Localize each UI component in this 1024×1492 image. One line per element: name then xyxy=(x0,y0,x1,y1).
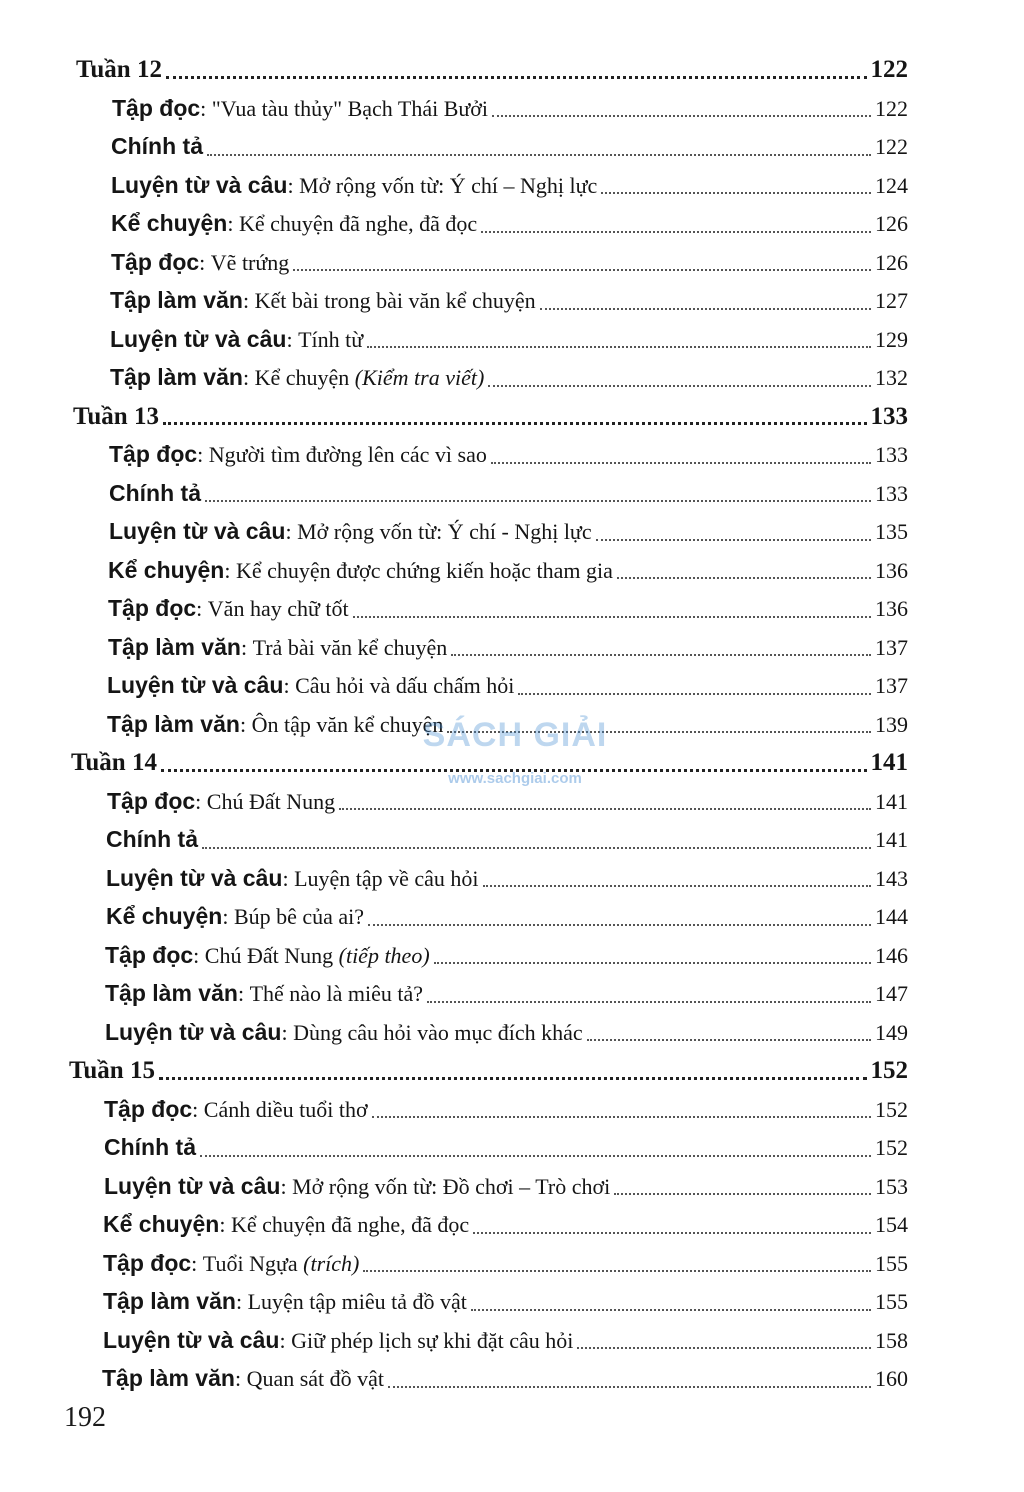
entry-page-number: 153 xyxy=(875,1173,908,1199)
watermark-logo: SÁCH GIẢI xyxy=(422,716,608,754)
toc-entry xyxy=(76,85,908,124)
toc-entry xyxy=(73,470,908,509)
entry-category: Tập làm văn xyxy=(108,633,241,660)
dot-leader xyxy=(471,1309,871,1311)
week-page-number: 141 xyxy=(870,749,908,776)
toc-entry xyxy=(71,701,908,740)
dot-leader xyxy=(577,1347,871,1349)
entry-page-number: 141 xyxy=(875,827,908,852)
dot-leader xyxy=(427,1001,871,1003)
entry-title: Quan sát đồ vật xyxy=(246,1366,385,1391)
entry-page-number: 126 xyxy=(875,211,908,236)
toc-entry xyxy=(70,855,908,894)
entry-page-number: 158 xyxy=(875,1327,908,1353)
dot-leader xyxy=(207,154,871,156)
entry-separator: : xyxy=(193,942,205,968)
toc-entry xyxy=(68,1124,908,1163)
entry-title: Kết bài trong bài văn kể chuyện xyxy=(254,288,536,313)
toc-entry xyxy=(71,662,908,701)
entry-separator: : xyxy=(192,1096,204,1122)
toc-entry xyxy=(74,316,908,355)
entry-page-number: 147 xyxy=(875,981,908,1006)
table-of-contents xyxy=(66,46,908,1394)
entry-separator: : xyxy=(200,95,212,121)
entry-category: Luyện từ và câu xyxy=(110,325,287,352)
entry-separator: : xyxy=(242,365,255,390)
toc-entry xyxy=(73,508,908,547)
entry-category: Tập làm văn xyxy=(102,1365,235,1391)
entry-category: Tập đọc xyxy=(105,941,194,968)
entry-separator: : xyxy=(224,557,236,583)
toc-entry xyxy=(75,123,908,162)
entry-page-number: 143 xyxy=(875,865,908,891)
toc-entry xyxy=(69,970,908,1009)
entry-separator: : xyxy=(227,211,239,236)
dot-leader xyxy=(473,1232,871,1234)
entry-page-number: 144 xyxy=(875,904,908,929)
toc-entry xyxy=(67,1278,908,1317)
toc-entry xyxy=(73,431,908,470)
entry-page-number: 122 xyxy=(875,134,908,159)
entry-title: Búp bê của ai? xyxy=(233,904,365,929)
toc-entry xyxy=(67,1201,908,1240)
entry-category: Kể chuyện xyxy=(103,1211,220,1237)
dot-leader xyxy=(293,269,871,271)
entry-separator: : xyxy=(191,1250,203,1276)
dot-leader xyxy=(372,1116,871,1118)
entry-note: (Kiểm tra viết) xyxy=(354,365,485,390)
week-page-number: 152 xyxy=(870,1057,908,1084)
dot-leader xyxy=(483,885,871,887)
dot-leader xyxy=(388,1386,871,1388)
dot-leader xyxy=(339,808,871,810)
entry-separator: : xyxy=(235,1289,248,1314)
entry-separator: : xyxy=(242,288,255,313)
entry-title: Kể chuyện đã nghe, đã đọc xyxy=(230,1212,470,1237)
entry-category: Luyện từ và câu xyxy=(104,1172,281,1199)
entry-title: Kể chuyện đã nghe, đã đọc xyxy=(238,211,478,236)
entry-separator: : xyxy=(282,865,295,891)
toc-entry xyxy=(69,1009,908,1048)
entry-page-number: 152 xyxy=(875,1096,908,1122)
toc-entry xyxy=(75,162,908,201)
entry-separator: : xyxy=(283,673,296,698)
entry-category: Tập đọc xyxy=(112,94,201,121)
toc-week-heading xyxy=(73,393,908,432)
entry-page-number: 152 xyxy=(875,1135,908,1160)
entry-title: Mở rộng vốn từ: Đồ chơi – Trò chơi xyxy=(292,1173,611,1199)
entry-separator: : xyxy=(234,1366,247,1391)
entry-title: Chú Đất Nung xyxy=(206,788,336,814)
watermark-url: www.sachgiai.com xyxy=(448,770,582,787)
entry-page-number: 141 xyxy=(875,788,908,814)
page-number: 192 xyxy=(64,1402,106,1433)
toc-entry xyxy=(72,624,908,663)
entry-category: Tập đọc xyxy=(109,441,198,467)
dot-leader xyxy=(161,769,867,772)
toc-entry xyxy=(74,354,908,393)
dot-leader xyxy=(202,847,871,849)
toc-entry xyxy=(66,1355,908,1394)
entry-category: Tập làm văn xyxy=(105,980,238,1006)
entry-category: Tập đọc xyxy=(111,248,200,275)
toc-entry xyxy=(68,1086,908,1125)
entry-note: (tiếp theo) xyxy=(338,942,430,968)
entry-title: Vẽ trứng xyxy=(210,249,290,275)
entry-category: Luyện từ và câu xyxy=(103,1326,280,1353)
dot-leader xyxy=(163,422,867,425)
entry-category: Tập đọc xyxy=(107,787,196,814)
entry-title: Luyện tập về câu hỏi xyxy=(294,865,479,891)
entry-page-number: 127 xyxy=(875,288,908,313)
entry-separator: : xyxy=(219,1212,231,1237)
entry-category: Luyện từ và câu xyxy=(109,518,286,544)
dot-leader xyxy=(617,577,871,579)
entry-title: Cánh diều tuổi thơ xyxy=(203,1096,368,1122)
entry-page-number: 122 xyxy=(875,95,908,121)
dot-leader xyxy=(200,1155,871,1157)
entry-separator: : xyxy=(286,326,299,352)
dot-leader xyxy=(353,616,871,618)
entry-title: Ôn tập văn kể chuyện xyxy=(251,711,444,737)
entry-category: Tập làm văn xyxy=(107,710,240,737)
entry-page-number: 155 xyxy=(875,1250,908,1276)
entry-title: Trả bài văn kể chuyện xyxy=(252,634,448,660)
toc-entry xyxy=(75,200,908,239)
entry-category: Luyện từ và câu xyxy=(105,1018,282,1045)
entry-title: Kể chuyện xyxy=(254,365,350,390)
entry-category: Tập đọc xyxy=(104,1095,193,1122)
entry-page-number: 154 xyxy=(875,1212,908,1237)
entry-page-number: 137 xyxy=(875,673,908,698)
entry-category: Chính tả xyxy=(106,826,198,852)
toc-entry xyxy=(70,816,908,855)
entry-category: Kể chuyện xyxy=(111,210,228,236)
dot-leader xyxy=(614,1193,871,1195)
dot-leader xyxy=(540,308,871,310)
entry-category: Kể chuyện xyxy=(108,556,225,583)
dot-leader xyxy=(363,1270,871,1272)
dot-leader xyxy=(596,539,871,541)
entry-separator: : xyxy=(237,981,250,1006)
week-title: Tuần 12 xyxy=(76,56,162,83)
entry-title: Luyện tập miêu tả đồ vật xyxy=(247,1289,467,1314)
toc-entry xyxy=(72,585,908,624)
entry-title: Câu hỏi và dấu chấm hỏi xyxy=(295,673,515,698)
entry-title: Thế nào là miêu tả? xyxy=(249,981,424,1006)
entry-page-number: 132 xyxy=(875,365,908,390)
entry-title: Văn hay chữ tốt xyxy=(207,596,349,621)
entry-separator: : xyxy=(281,1019,294,1045)
entry-title: Tính từ xyxy=(298,326,364,352)
toc-entry xyxy=(68,1163,908,1202)
toc-entry xyxy=(75,239,908,278)
week-title: Tuần 14 xyxy=(71,749,157,776)
dot-leader xyxy=(481,231,871,233)
entry-separator: : xyxy=(285,519,298,544)
entry-page-number: 136 xyxy=(875,557,908,583)
entry-page-number: 149 xyxy=(875,1019,908,1045)
entry-category: Kể chuyện xyxy=(106,903,223,929)
entry-page-number: 136 xyxy=(875,596,908,621)
dot-leader xyxy=(368,924,871,926)
week-page-number: 133 xyxy=(870,402,908,430)
entry-separator: : xyxy=(199,249,211,275)
entry-category: Chính tả xyxy=(104,1134,196,1160)
entry-category: Tập đọc xyxy=(103,1249,192,1276)
entry-category: Chính tả xyxy=(111,133,203,159)
week-title: Tuần 13 xyxy=(73,402,159,430)
entry-title: Người tìm đường lên các vì sao xyxy=(208,442,487,467)
entry-separator: : xyxy=(239,711,252,737)
entry-note: (trích) xyxy=(303,1250,360,1276)
toc-entry xyxy=(70,893,908,932)
week-page-number: 122 xyxy=(870,56,908,83)
entry-category: Tập đọc xyxy=(108,595,197,621)
entry-title: Tuổi Ngựa xyxy=(202,1250,298,1276)
entry-page-number: 137 xyxy=(875,634,908,660)
toc-entry xyxy=(74,277,908,316)
entry-page-number: 160 xyxy=(875,1366,908,1391)
dot-leader xyxy=(488,385,871,387)
toc-week-heading xyxy=(76,46,908,85)
entry-page-number: 146 xyxy=(875,942,908,968)
entry-category: Luyện từ và câu xyxy=(106,864,283,891)
entry-page-number: 124 xyxy=(875,172,908,198)
toc-entry xyxy=(67,1240,908,1279)
entry-category: Luyện từ và câu xyxy=(111,171,288,198)
entry-page-number: 133 xyxy=(875,442,908,467)
entry-page-number: 129 xyxy=(875,326,908,352)
dot-leader xyxy=(367,346,871,348)
dot-leader xyxy=(166,76,867,79)
entry-category: Tập làm văn xyxy=(110,364,243,390)
entry-title: Kể chuyện được chứng kiến hoặc tham gia xyxy=(235,557,613,583)
toc-entry xyxy=(69,932,908,971)
toc-entry xyxy=(67,1317,908,1356)
entry-page-number: 133 xyxy=(875,480,908,506)
toc-week-heading xyxy=(69,1047,908,1086)
entry-title: Chú Đất Nung xyxy=(204,942,334,968)
entry-separator: : xyxy=(196,596,208,621)
entry-title: Mở rộng vốn từ: Ý chí – Nghị lực xyxy=(299,172,598,198)
entry-separator: : xyxy=(197,442,209,467)
entry-separator: : xyxy=(195,788,207,814)
entry-title: Dùng câu hỏi vào mục đích khác xyxy=(293,1019,583,1045)
entry-page-number: 135 xyxy=(875,519,908,544)
toc-entry xyxy=(71,778,908,817)
toc-entry xyxy=(72,547,908,586)
entry-separator: : xyxy=(279,1327,292,1353)
entry-category: Tập làm văn xyxy=(103,1288,236,1314)
entry-separator: : xyxy=(240,634,253,660)
entry-separator: : xyxy=(287,172,300,198)
entry-separator: : xyxy=(280,1173,293,1199)
entry-separator: : xyxy=(222,904,234,929)
dot-leader xyxy=(447,731,871,733)
dot-leader xyxy=(518,693,871,695)
dot-leader xyxy=(159,1077,867,1080)
week-title: Tuần 15 xyxy=(69,1057,155,1084)
entry-title: Giữ phép lịch sự khi đặt câu hỏi xyxy=(291,1327,574,1353)
entry-category: Luyện từ và câu xyxy=(107,672,284,698)
dot-leader xyxy=(587,1039,871,1041)
entry-category: Tập làm văn xyxy=(110,287,243,313)
entry-page-number: 126 xyxy=(875,249,908,275)
dot-leader xyxy=(492,115,871,117)
entry-title: "Vua tàu thủy" Bạch Thái Bưởi xyxy=(211,95,489,121)
dot-leader xyxy=(451,654,871,656)
dot-leader xyxy=(205,500,871,502)
entry-page-number: 155 xyxy=(875,1289,908,1314)
entry-page-number: 139 xyxy=(875,711,908,737)
dot-leader xyxy=(434,962,871,964)
dot-leader xyxy=(491,462,871,464)
entry-category: Chính tả xyxy=(109,479,201,506)
entry-title: Mở rộng vốn từ: Ý chí - Nghị lực xyxy=(297,519,592,544)
dot-leader xyxy=(601,192,871,194)
toc-week-heading xyxy=(71,739,908,778)
